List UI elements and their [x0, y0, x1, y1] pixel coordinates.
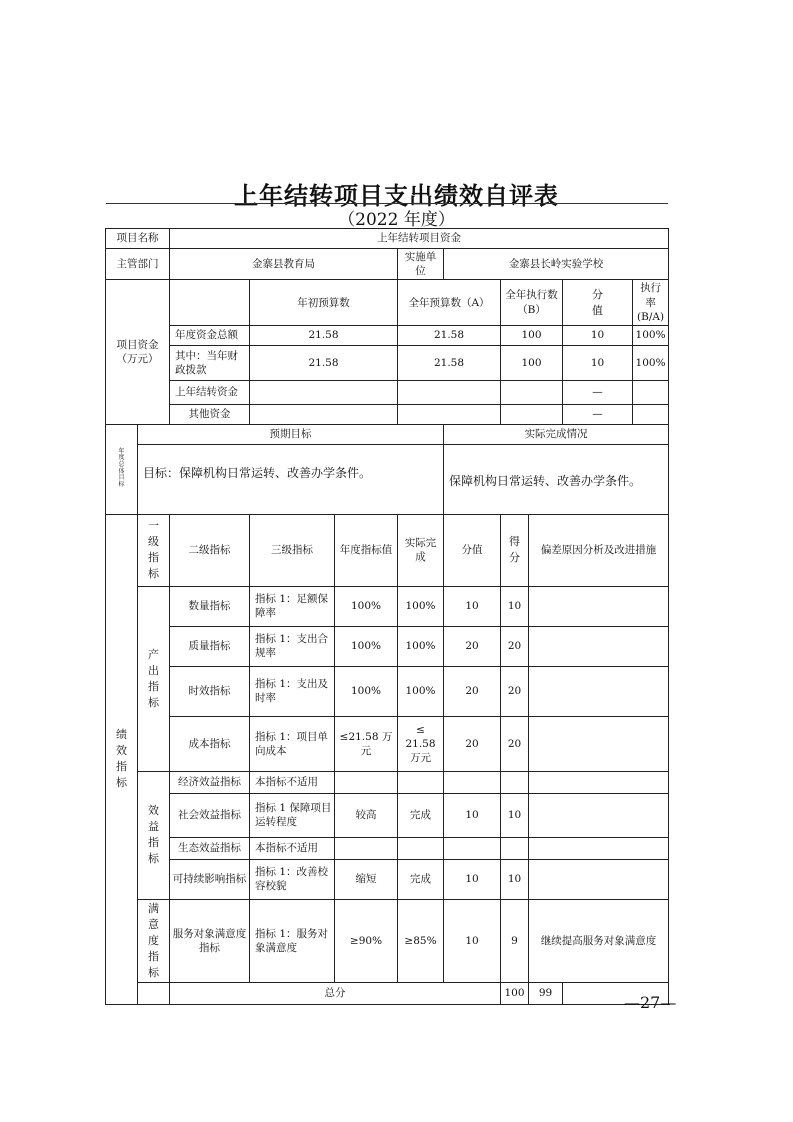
score-cell: 20	[501, 716, 529, 771]
actual-cell: 完成	[398, 793, 444, 837]
perf-header: 年度指标值	[335, 514, 398, 586]
funds-cell: 100	[501, 325, 563, 345]
score-cell: 9	[501, 899, 529, 982]
score-cell: 10	[501, 859, 529, 899]
score-cell: 10	[501, 586, 529, 626]
score-max-cell: 10	[444, 859, 501, 899]
l2-cell: 质量指标	[170, 626, 250, 666]
project-name-row	[106, 229, 669, 249]
funds-header: 分值	[563, 280, 633, 326]
funds-row	[106, 325, 669, 345]
note-cell	[529, 859, 669, 899]
funds-cell: 10	[563, 325, 633, 345]
perf-row	[106, 771, 669, 793]
score-cell: 20	[501, 666, 529, 716]
l3-cell: 指标 1：项目单向成本	[250, 716, 335, 771]
impl-label: 实施单位	[398, 249, 444, 280]
funds-cell	[398, 380, 501, 404]
funds-cell	[250, 404, 398, 424]
project-name-label: 项目名称	[106, 229, 170, 249]
note-cell	[529, 716, 669, 771]
perf-header: 一级指标	[138, 514, 170, 586]
score-max-cell	[444, 771, 501, 793]
group-label: 产出指标	[138, 586, 170, 771]
actual-cell	[398, 771, 444, 793]
perf-header: 二级指标	[170, 514, 250, 586]
goals-header-row	[106, 424, 669, 444]
note-cell	[529, 586, 669, 626]
funds-cell	[398, 404, 501, 424]
target-cell: 较高	[335, 793, 398, 837]
funds-row	[106, 345, 669, 380]
score-max-cell: 10	[444, 793, 501, 837]
perf-header: 三级指标	[250, 514, 335, 586]
l3-cell: 指标 1：支出合规率	[250, 626, 335, 666]
dept-value: 金寨县教育局	[170, 249, 398, 280]
funds-cell: 100%	[633, 325, 669, 345]
expected-goal-header: 预期目标	[138, 424, 444, 444]
score-max-cell: 10	[444, 899, 501, 982]
perf-row	[106, 837, 669, 859]
funds-label: 项目资金（万元）	[106, 280, 170, 425]
note-cell	[529, 666, 669, 716]
score-cell	[501, 771, 529, 793]
perf-header: 分值	[444, 514, 501, 586]
perf-header: 得分	[501, 514, 529, 586]
funds-cell: 10	[563, 345, 633, 380]
funds-cell: 100	[501, 345, 563, 380]
evaluation-table	[105, 228, 669, 1005]
target-cell: 缩短	[335, 859, 398, 899]
score-cell: 10	[501, 793, 529, 837]
l3-cell: 指标 1：服务对象满意度	[250, 899, 335, 982]
target-cell: 100%	[335, 626, 398, 666]
funds-cell	[501, 404, 563, 424]
l3-cell: 本指标不适用	[250, 771, 335, 793]
perf-row	[106, 666, 669, 716]
funds-cell: 21.58	[398, 345, 501, 380]
funds-cell	[633, 380, 669, 404]
funds-row-label: 上年结转资金	[170, 380, 250, 404]
score-cell	[501, 837, 529, 859]
l2-cell: 数量指标	[170, 586, 250, 626]
actual-cell: 完成	[398, 859, 444, 899]
perf-row	[106, 793, 669, 837]
l2-cell: 成本指标	[170, 716, 250, 771]
l2-cell: 经济效益指标	[170, 771, 250, 793]
funds-cell: 21.58	[250, 345, 398, 380]
funds-cell: 100%	[633, 345, 669, 380]
perf-header: 实际完成	[398, 514, 444, 586]
funds-cell	[250, 380, 398, 404]
total-blank	[138, 982, 170, 1004]
total-row	[106, 982, 669, 1004]
perf-header-row	[106, 514, 669, 586]
funds-cell	[501, 380, 563, 404]
expected-goal-text: 目标：保障机构日常运转、改善办学条件。	[138, 444, 444, 514]
score-max-cell	[444, 837, 501, 859]
funds-row	[106, 404, 669, 424]
perf-row	[106, 586, 669, 626]
score-max-cell: 10	[444, 586, 501, 626]
note-cell	[529, 793, 669, 837]
l3-cell: 指标 1：支出及时率	[250, 666, 335, 716]
perf-header: 偏差原因分析及改进措施	[529, 514, 669, 586]
dept-label: 主管部门	[106, 249, 170, 280]
total-label: 总分	[170, 982, 501, 1004]
funds-row-label: 其中：当年财政拨款	[170, 345, 250, 380]
target-cell: ≥90%	[335, 899, 398, 982]
goals-row	[106, 444, 669, 514]
funds-header: 年初预算数	[250, 280, 398, 326]
l3-cell: 本指标不适用	[250, 837, 335, 859]
actual-cell	[398, 837, 444, 859]
l2-cell: 可持续影响指标	[170, 859, 250, 899]
title-rule	[106, 203, 668, 204]
note-cell: 继续提高服务对象满意度	[529, 899, 669, 982]
actual-cell: ≤ 21.58 万元	[398, 716, 444, 771]
actual-cell: 100%	[398, 586, 444, 626]
group-label: 满意度指标	[138, 899, 170, 982]
target-cell	[335, 771, 398, 793]
l3-cell: 指标 1：足额保障率	[250, 586, 335, 626]
funds-cell: —	[563, 380, 633, 404]
actual-result-text: 保障机构日常运转、改善办学条件。	[444, 444, 669, 514]
actual-cell: ≥85%	[398, 899, 444, 982]
perf-row	[106, 899, 669, 982]
perf-row	[106, 626, 669, 666]
note-cell	[529, 626, 669, 666]
page-title: 上年结转项目支出绩效自评表	[234, 181, 559, 210]
total-score: 99	[529, 982, 563, 1004]
perf-label: 绩效指标	[106, 514, 138, 1004]
funds-cell: —	[563, 404, 633, 424]
funds-cell: 21.58	[250, 325, 398, 345]
perf-row	[106, 716, 669, 771]
funds-cell	[633, 404, 669, 424]
funds-row	[106, 380, 669, 404]
perf-row	[106, 859, 669, 899]
score-max-cell: 20	[444, 716, 501, 771]
l2-cell: 社会效益指标	[170, 793, 250, 837]
l3-cell: 指标 1：改善校容校貌	[250, 859, 335, 899]
total-max: 100	[501, 982, 529, 1004]
group-label: 效益指标	[138, 771, 170, 899]
funds-header: 全年预算数（A）	[398, 280, 501, 326]
l2-cell: 服务对象满意度指标	[170, 899, 250, 982]
l2-cell: 生态效益指标	[170, 837, 250, 859]
actual-cell: 100%	[398, 666, 444, 716]
l3-cell: 指标 1 保障项目运转程度	[250, 793, 335, 837]
funds-header: 全年执行数（B）	[501, 280, 563, 326]
funds-cell: 21.58	[398, 325, 501, 345]
funds-header-blank	[170, 280, 250, 326]
project-name-value: 上年结转项目资金	[170, 229, 669, 249]
funds-row-label: 其他资金	[170, 404, 250, 424]
impl-value: 金寨县长岭实验学校	[444, 249, 669, 280]
page-subtitle: （2022 年度）	[338, 210, 455, 230]
l2-cell: 时效指标	[170, 666, 250, 716]
department-row	[106, 249, 669, 280]
target-cell	[335, 837, 398, 859]
target-cell: 100%	[335, 666, 398, 716]
actual-result-header: 实际完成情况	[444, 424, 669, 444]
goals-label: 年度总体目标	[106, 424, 138, 514]
funds-row-label: 年度资金总额	[170, 325, 250, 345]
page-number: —27—	[624, 993, 677, 1012]
note-cell	[529, 771, 669, 793]
target-cell: 100%	[335, 586, 398, 626]
funds-header-row	[106, 280, 669, 326]
target-cell: ≤21.58 万元	[335, 716, 398, 771]
score-cell: 20	[501, 626, 529, 666]
score-max-cell: 20	[444, 666, 501, 716]
actual-cell: 100%	[398, 626, 444, 666]
score-max-cell: 20	[444, 626, 501, 666]
funds-header: 执行率(B/A)	[633, 280, 669, 326]
note-cell	[529, 837, 669, 859]
